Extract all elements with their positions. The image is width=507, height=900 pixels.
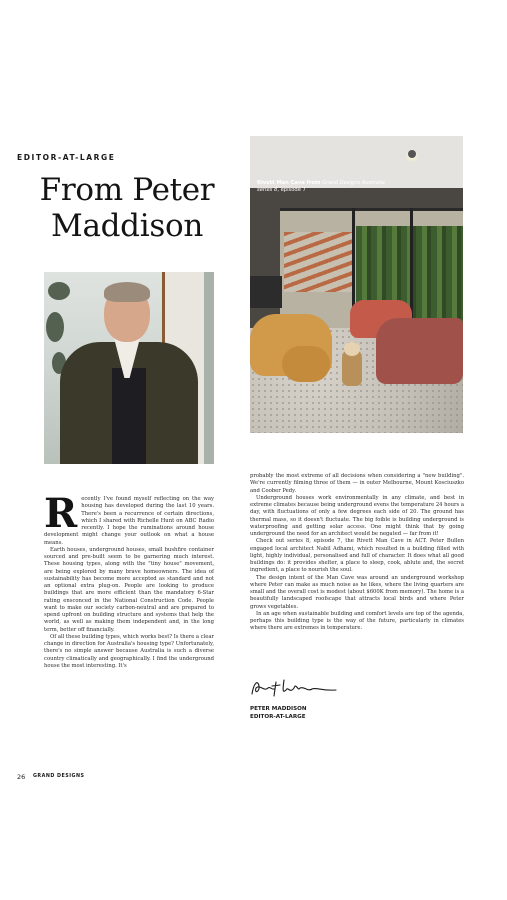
staircase bbox=[284, 232, 354, 292]
photo-caption bbox=[257, 180, 387, 194]
paragraph: Underground houses work environmentally in any climate, and best in extreme climates because being underground evens the temperature 24 hours a day, with fluctuations of only a few degrees each side of 20. The ground has thermal mass, so it doesn't fluctuate. The big foible is building underground is waterproofing and getting solar access. One might think that by going underground the need for an architect would be negated — far from it! bbox=[250, 494, 464, 537]
armchair-rust bbox=[376, 318, 463, 384]
article-column-right bbox=[250, 473, 464, 675]
title-line-2: Maddison bbox=[51, 208, 203, 244]
dog-face bbox=[344, 342, 360, 356]
paragraph: ecently I've found myself reflecting on the way housing has developed during the last 10 years. There's been a recurrence of certain directions, which I shared with Richelle Hunt on ABC Radio recently. I hope the ruminations around house development might change your outlook on what a house means. bbox=[44, 496, 214, 546]
tv-cabinet bbox=[250, 276, 282, 308]
paragraph: probably the most extreme of all decisions when considering a "new building". We're currently filming three of them — in outer Melbourne, Mount Kosciuszko and Coober Pedy. bbox=[250, 473, 464, 494]
article-column-left bbox=[44, 496, 214, 752]
title-line-1: From Peter bbox=[39, 172, 215, 208]
vest bbox=[112, 368, 146, 464]
caption-title: Rivett Man Cave from bbox=[257, 180, 321, 186]
door-glass bbox=[204, 272, 214, 464]
drop-cap: R bbox=[44, 496, 78, 537]
hair bbox=[104, 282, 150, 302]
portrait-photo bbox=[44, 272, 214, 464]
page-number: 26 bbox=[17, 773, 26, 781]
foliage bbox=[46, 312, 64, 342]
signature-image bbox=[250, 676, 338, 700]
magazine-name: GRAND DESIGNS bbox=[33, 774, 85, 779]
page-title bbox=[18, 172, 236, 244]
section-kicker: EDITOR-AT-LARGE bbox=[17, 153, 116, 162]
foliage bbox=[48, 282, 70, 300]
armchair-mustard-seat bbox=[282, 346, 330, 382]
caption-series: Grand Designs Australia series 8 bbox=[257, 180, 385, 193]
author-role: EDITOR-AT-LARGE bbox=[250, 714, 306, 720]
ceiling-light bbox=[408, 150, 416, 158]
paragraph: In an age when sustainable building and comfort levels are top of the agenda, perhaps this building type is the way of the future, particularly in climates where there are extremes in temperature. bbox=[250, 610, 464, 632]
caption-episode: , episode 7 bbox=[277, 187, 306, 193]
paragraph: Earth houses, underground houses, small bushfire container sourced and pre-built seem to be garnering much interest. These housing types, along with the "tiny house" movement, are being explored by many brave homeowners. The idea of sustainability has become more accepted as standard and not an optional extra plug-on. People are looking to produce buildings that are more efficient than the mandatory 6-Star rating ensconced in the National Construction Code. People want to make our society carbon-neutral and are prepared to spend upfront on building structure and systems that help the world, as well as making them independent and, in the long term, better off financially. bbox=[44, 546, 214, 633]
author-name: PETER MADDISON bbox=[250, 706, 307, 712]
paragraph: Check out series 8, episode 7, the Rivett Man Cave in ACT. Peter Bullen engaged local architect Nabil Adhami, which resulted in a building filled with light, highly individual, personalised and full of character. It does what all good buildings do: it provides shelter, a place to sleep, cook, ablute and, the secret ingredient, a place to nourish the soul. bbox=[250, 538, 464, 574]
paragraph: The design intent of the Man Cave was around an underground workshop where Peter can make as much noise as he likes, where the living quarters are small and the overall cost is modest (about $600K from memory). The home is a beautifully landscaped roofscape that attracts local birds and where Peter grows vegetables. bbox=[250, 574, 464, 610]
paragraph: Of all these building types, which works best? Is there a clear change in direction for Australia's housing type? Unfortunately, there's no simple answer because Australia is such a diverse country climatically and geographically. I find the underground house the most interesting. It's bbox=[44, 633, 214, 669]
